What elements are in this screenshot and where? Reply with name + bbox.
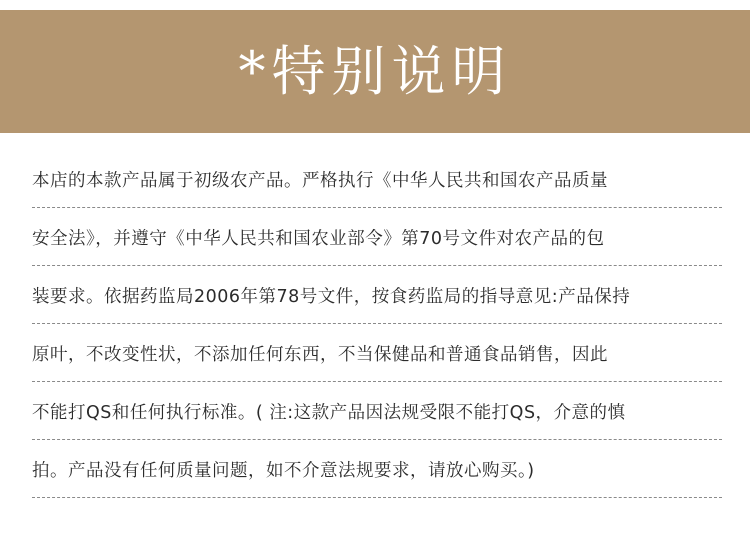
- page-title: *特别说明: [238, 39, 512, 103]
- notice-line: 不能打QS和任何执行标准。( 注:这款产品因法规受限不能打QS，介意的慎: [32, 382, 722, 440]
- notice-line: 安全法》，并遵守《中华人民共和国农业部令》第70号文件对农产品的包: [32, 208, 722, 266]
- notice-line: 拍。产品没有任何质量问题，如不介意法规要求，请放心购买。): [32, 440, 722, 498]
- title-banner: [0, 10, 750, 133]
- notice-line: 本店的本款产品属于初级农产品。严格执行《中华人民共和国农产品质量: [32, 150, 722, 208]
- notice-text-block: [32, 150, 722, 498]
- notice-line: 装要求。依据药监局2006年第78号文件，按食药监局的指导意见:产品保持: [32, 266, 722, 324]
- notice-line: 原叶，不改变性状，不添加任何东西，不当保健品和普通食品销售，因此: [32, 324, 722, 382]
